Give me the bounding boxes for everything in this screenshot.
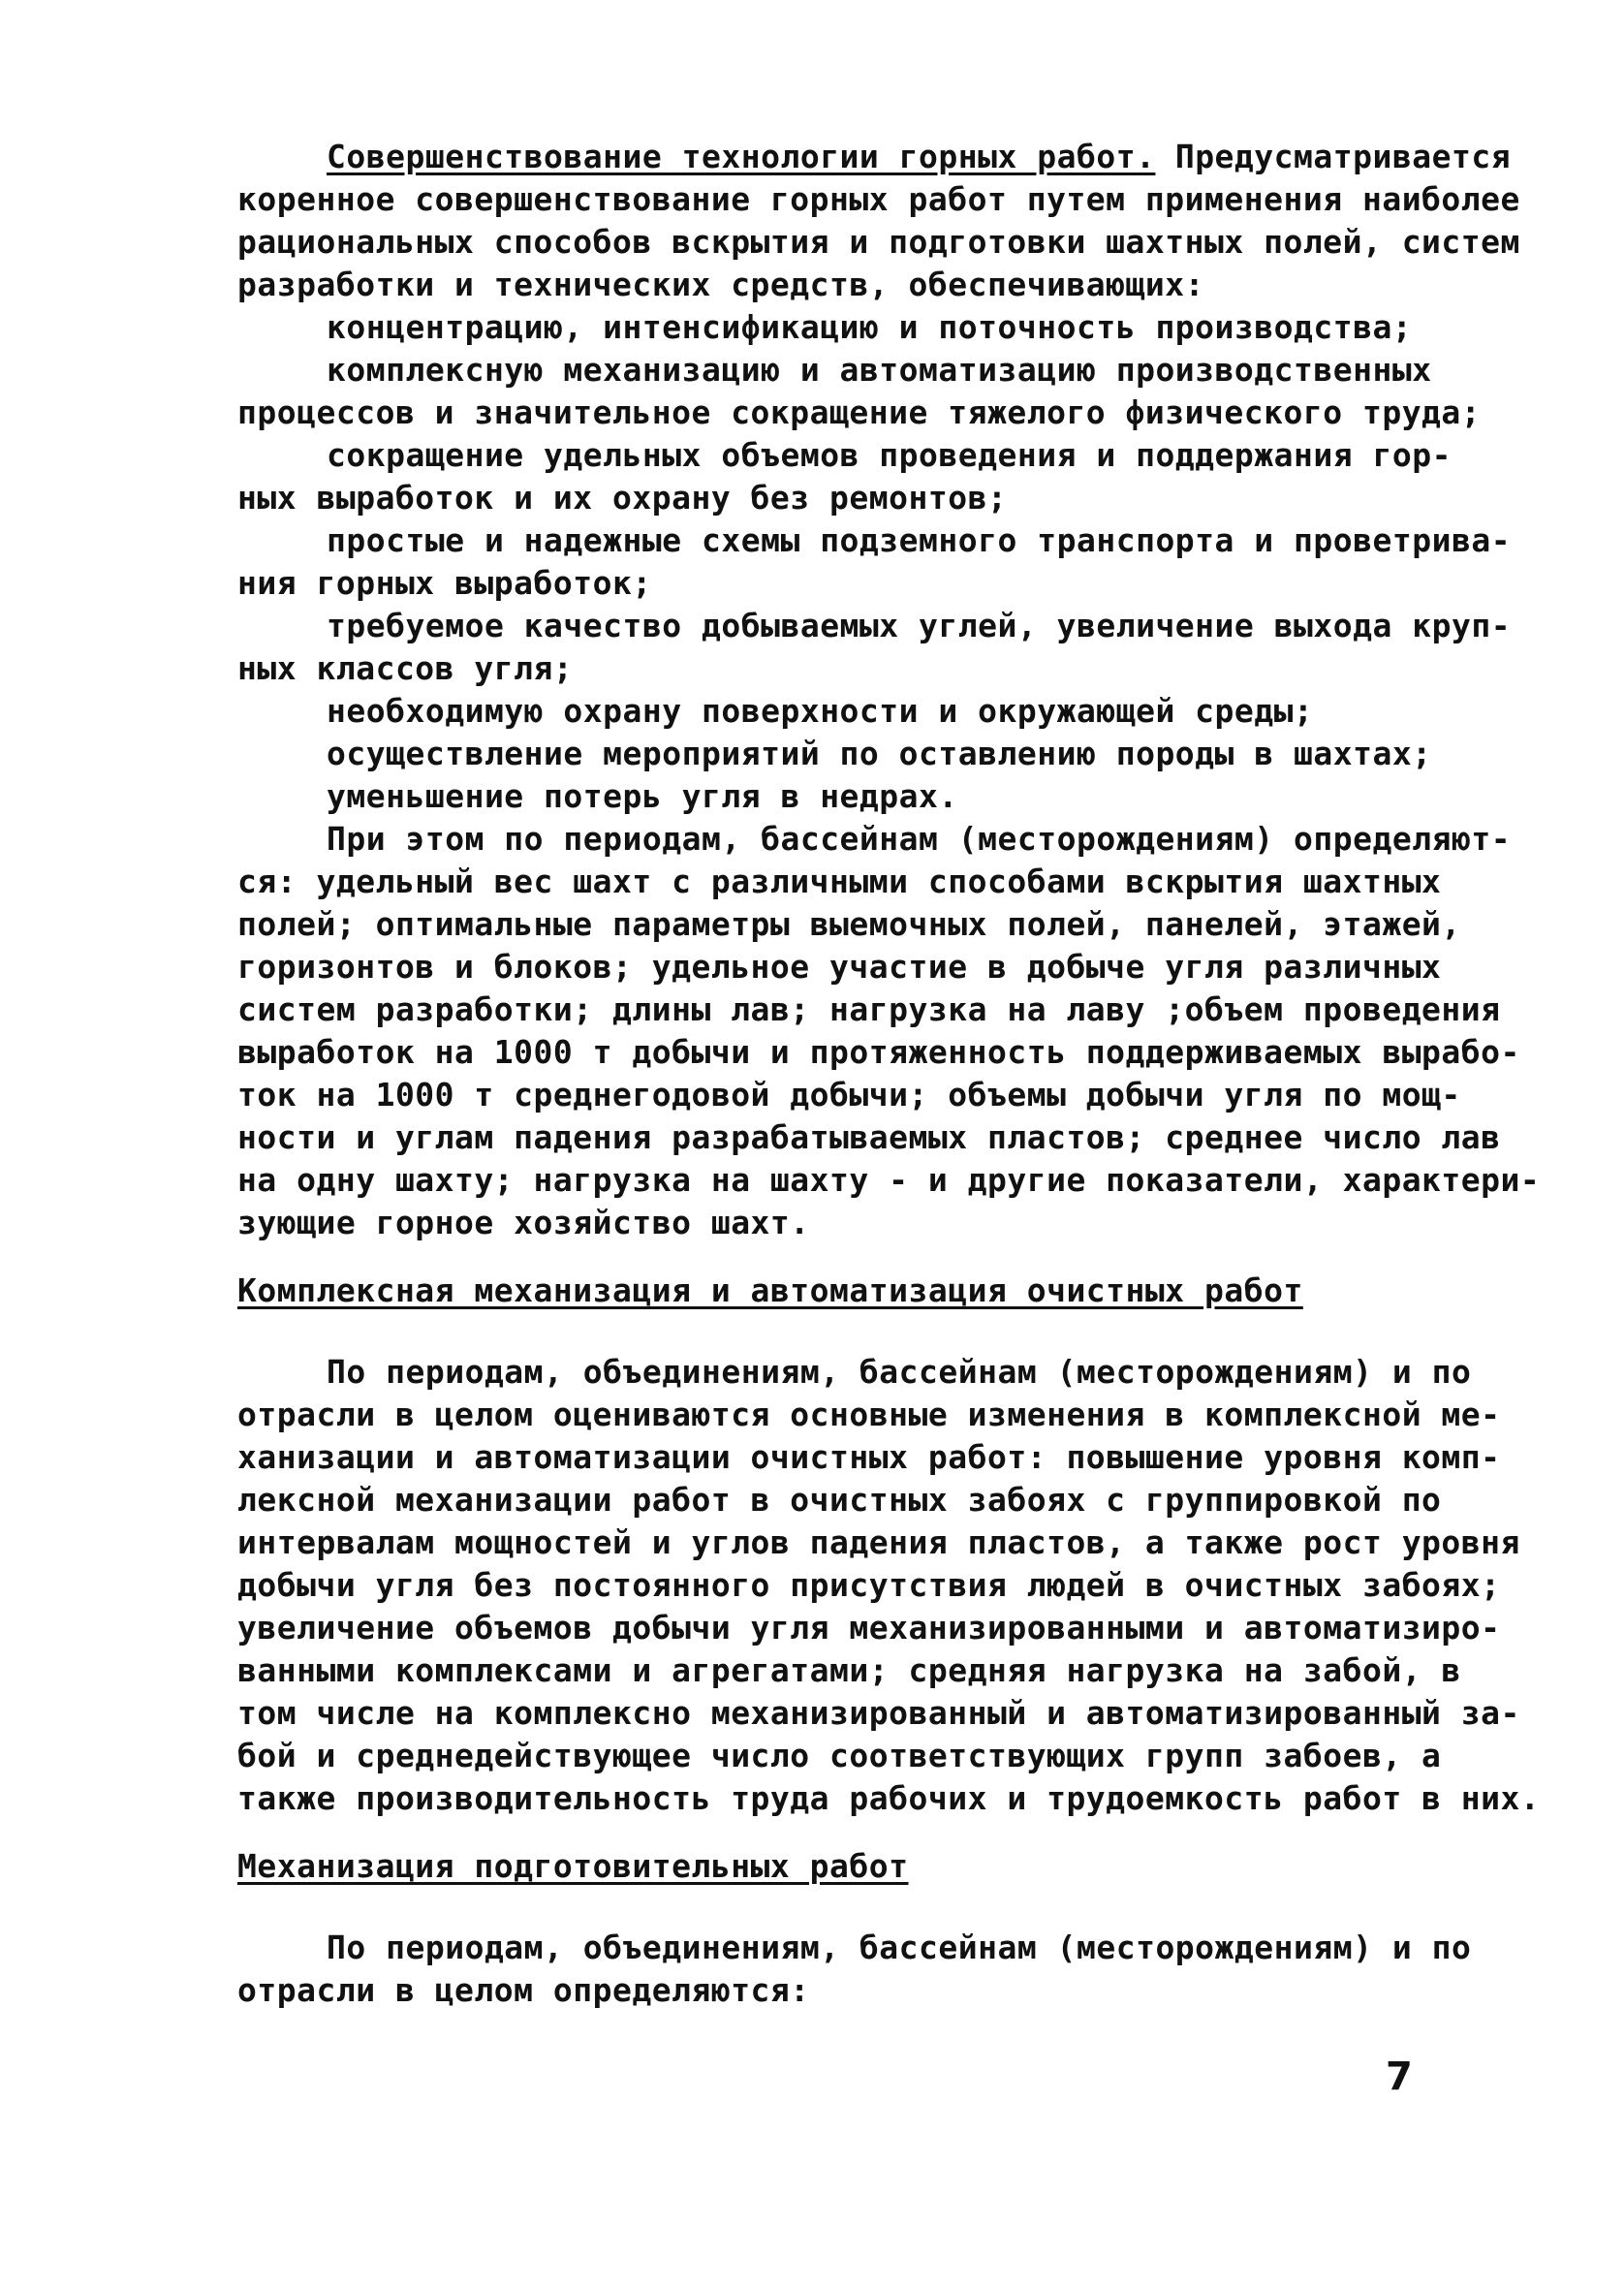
list-item: осуществление мероприятий по оставлению породы в шахтах; [327,735,1432,772]
list-item-continuation: ных выработок и их охрану без ремонтов; [237,479,1008,517]
text-line: разработки и технических средств, обеспечивающих: [237,266,1205,303]
page-number: 7 [1386,2055,1413,2099]
section-complex-mechanization-heading: Комплексная механизация и автоматизация очистных работ [237,1271,1303,1309]
list-item: простые и надежные схемы подземного транспорта и проветрива- [327,521,1512,559]
text-line: том числе на комплексно механизированный и автоматизированный за- [237,1694,1520,1732]
section-technology-heading: Совершенствование технологии горных работ. [327,138,1156,175]
summary-line: на одну шахту; нагрузка на шахту - и другие показатели, характери- [237,1161,1541,1199]
list-item-continuation: процессов и значительное сокращение тяжелого физического труда; [237,393,1482,431]
section-preparatory-mechanization [237,1845,1472,2012]
text-line: отрасли в целом оцениваются основные изменения в комплексной ме- [237,1396,1501,1433]
summary-line: При этом по периодам, бассейнам (месторождениям) определяют- [327,820,1512,858]
text-line: рациональных способов вскрытия и подготовки шахтных полей, систем [237,223,1520,261]
text-line: интервалам мощностей и углов падения пластов, а также рост уровня [237,1523,1520,1561]
text-line: По периодам, объединениям, бассейнам (месторождениям) и по [327,1353,1472,1391]
list-item: сокращение удельных объемов проведения и поддержания гор- [327,436,1452,474]
summary-line: ся: удельный вес шахт с различными способами вскрытия шахтных [237,863,1442,900]
section-preparatory-mechanization-heading: Механизация подготовительных работ [237,1847,909,1885]
text-line: ханизации и автоматизации очистных работ: повышение уровня комп- [237,1438,1501,1476]
list-item: уменьшение потерь угля в недрах. [327,777,958,815]
summary-line: зующие горное хозяйство шахт. [237,1204,810,1241]
section-complex-mechanization-heading-wrap [237,1270,1439,1312]
text-line: лексной механизации работ в очистных забоях с группировкой по [237,1481,1442,1519]
summary-line: горизонтов и блоков; удельное участие в добыче угля различных [237,948,1442,986]
summary-line: ности и углам падения разрабатываемых пластов; среднее число лав [237,1118,1501,1156]
list-item: необходимую охрану поверхности и окружающей среды; [327,692,1314,730]
text-line: увеличение объемов добычи угля механизированными и автоматизиро- [237,1609,1501,1647]
section-preparatory-mechanization-heading-wrap [237,1845,1439,1888]
text-line: отрасли в целом определяются: [237,1971,810,2009]
list-item-continuation: ных классов угля; [237,649,574,687]
text-line: коренное совершенствование горных работ путем применения наиболее [237,180,1520,218]
summary-line: полей; оптимальные параметры выемочных полей, панелей, этажей, [237,905,1461,943]
section-technology [237,136,1541,1244]
list-item: концентрацию, интенсификацию и поточность производства; [327,308,1413,346]
section-technology-first-line [237,136,1512,178]
text-line: добычи угля без постоянного присутствия людей в очистных забоях; [237,1566,1501,1604]
list-item: требуемое качество добываемых углей, увеличение выхода круп- [327,607,1512,644]
text-line: По периодам, объединениям, бассейнам (месторождениям) и по [327,1929,1472,1966]
section-complex-mechanization [237,1270,1541,1820]
list-item: комплексную механизацию и автоматизацию производственных [327,351,1432,389]
text-line: бой и среднедействующее число соответствующих групп забоев, а [237,1737,1442,1774]
section-technology-intro-start: Предусматривается [1155,138,1512,175]
text-line: ванными комплексами и агрегатами; средняя нагрузка на забой, в [237,1651,1461,1689]
summary-line: ток на 1000 т среднегодовой добычи; объемы добычи угля по мощ- [237,1076,1461,1114]
summary-line: систем разработки; длины лав; нагрузка на лаву ;объем проведения [237,990,1501,1028]
document-page [237,136,1541,2012]
text-line: также производительность труда рабочих и трудоемкость работ в них. [237,1779,1541,1817]
summary-line: выработок на 1000 т добычи и протяженность поддерживаемых вырабо- [237,1033,1520,1071]
list-item-continuation: ния горных выработок; [237,564,652,602]
